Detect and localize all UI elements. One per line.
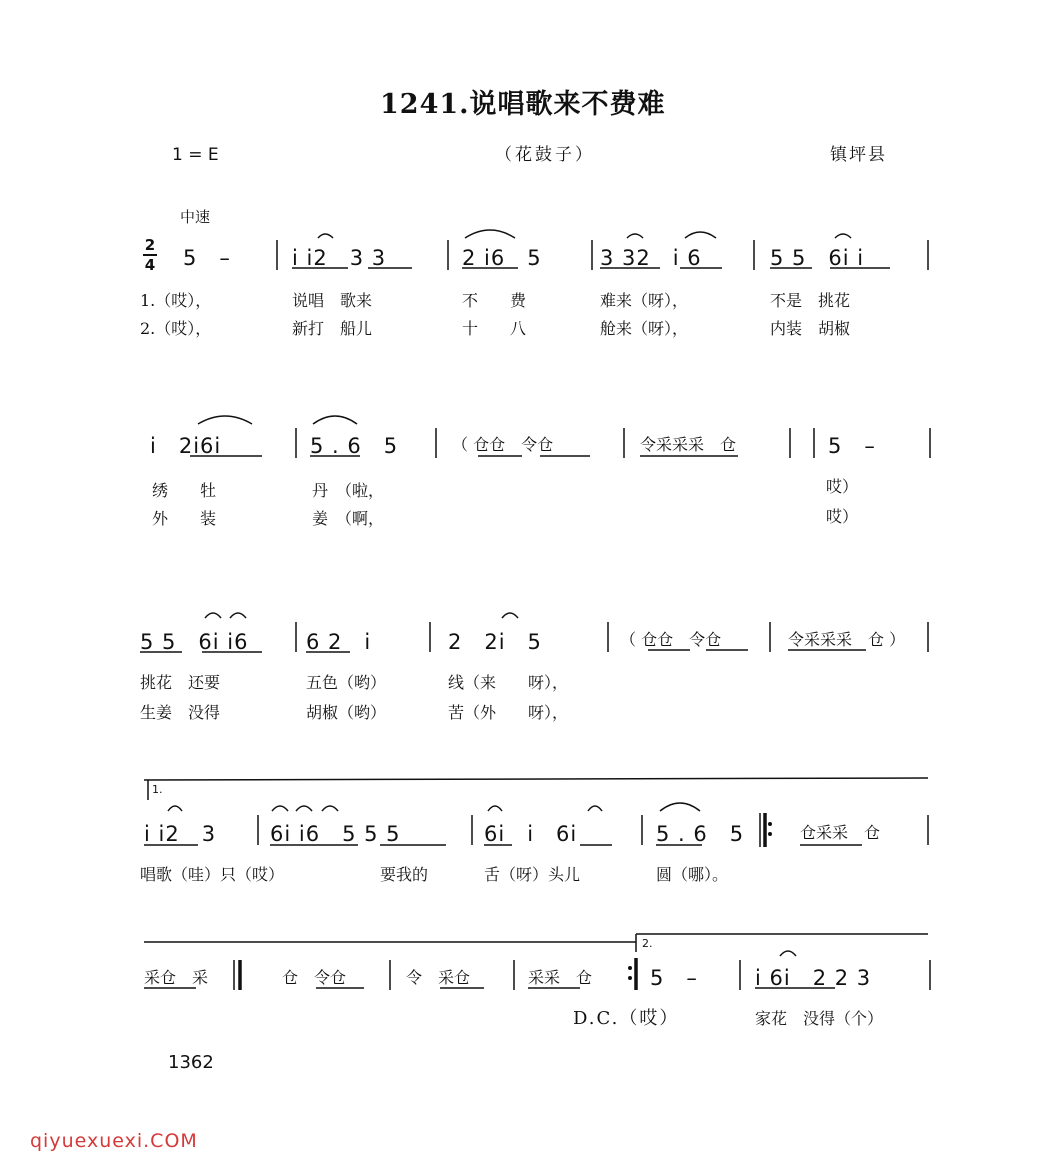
s5-measure-1: 5 –	[650, 966, 698, 990]
s4-measure-3: 6i i 6i	[484, 822, 578, 846]
tempo-marking: 中速	[180, 208, 211, 226]
volta-1-label: 1.	[152, 783, 163, 796]
s5-percussion-1: 采仓 采	[144, 968, 209, 987]
origin-county: 镇坪县	[830, 145, 887, 165]
s2-measure-rest: 5 –	[828, 434, 876, 458]
s3-measure-3: 2 2i 5	[448, 630, 542, 654]
s1-measure-3: 2 i6 5	[462, 246, 542, 270]
s1-lyric2-2: 新打 船儿	[292, 319, 373, 338]
time-signature-top: 2	[144, 236, 156, 254]
s4-lyric-2: 要我的	[380, 865, 429, 884]
s1-measure-2: i i2 3 3	[292, 246, 387, 270]
s2-measure-2: 5 . 6 5	[310, 434, 399, 458]
volta-2-label: 2.	[642, 937, 653, 950]
s4-measure-4: 5 . 6 5	[656, 822, 745, 846]
s5-percussion-4: 采采 仓	[528, 968, 593, 987]
s2-lyric2-1: 外 装	[152, 509, 217, 528]
s2-percussion-1: （ 仓仓 令仓	[452, 435, 554, 454]
s3-measure-2: 6 2 i	[306, 630, 372, 654]
s1-measure-4: 3 32 i 6	[600, 246, 702, 270]
s3-lyric2-2: 胡椒（哟）	[306, 703, 387, 722]
s4-lyric-3: 舌（呀）头儿	[484, 865, 581, 884]
s2-lyric2-3: 哎）	[826, 507, 859, 526]
s1-lyric1-1: 1.（哎），	[140, 291, 212, 310]
s5-lyric-1: 家花 没得（个）	[755, 1009, 884, 1028]
s3-lyric2-3: 苦（外 呀），	[448, 703, 569, 722]
s4-lyric-4: 圆（哪）。	[656, 865, 729, 884]
s4-lyric-1: 唱歌（哇）只（哎）	[140, 865, 285, 884]
s1-lyric1-5: 不是 挑花	[770, 291, 851, 310]
s1-lyric2-3: 十 八	[462, 319, 527, 338]
s2-lyric1-1: 绣 牡	[152, 481, 217, 500]
tune-name: （花鼓子）	[495, 145, 595, 165]
s3-percussion-2: 令采采采 仓 ）	[788, 630, 906, 649]
s4-measure-1: i i2 3	[144, 822, 217, 846]
s1-lyric1-4: 难来（呀），	[600, 291, 689, 310]
s1-lyric2-1: 2.（哎），	[140, 319, 212, 338]
s5-measure-2: i 6i 2 2 3	[755, 966, 872, 990]
s2-percussion-2: 令采采采 仓	[640, 435, 737, 454]
s1-measure-1: 5 –	[183, 246, 231, 270]
s1-lyric2-4: 舱来（呀），	[600, 319, 689, 338]
s1-lyric1-2: 说唱 歌来	[292, 291, 373, 310]
s1-lyric2-5: 内装 胡椒	[770, 319, 851, 338]
da-capo-marking: D.C.（哎）	[573, 1008, 680, 1029]
s3-lyric1-2: 五色（哟）	[306, 673, 387, 692]
s1-measure-5: 5 5 6i i	[770, 246, 865, 270]
s1-lyric1-3: 不 费	[462, 291, 527, 310]
site-watermark: qiyuexuexi.COM	[30, 1130, 198, 1152]
s2-lyric1-2: 丹 （啦，	[312, 481, 385, 500]
s4-measure-2: 6i i6 5 5 5	[270, 822, 401, 846]
s3-lyric1-3: 线（来 呀），	[448, 673, 569, 692]
page-number: 1362	[168, 1052, 214, 1073]
s3-percussion-1: （ 仓仓 令仓	[620, 630, 722, 649]
s2-lyric2-2: 姜 （啊，	[312, 509, 385, 528]
s3-lyric2-1: 生姜 没得	[140, 703, 221, 722]
key-signature: 1 = E	[172, 145, 219, 165]
s3-measure-1: 5 5 6i i6	[140, 630, 249, 654]
time-signature-bottom: 4	[144, 256, 156, 274]
page-title: 1241.说唱歌来不费难	[380, 89, 666, 120]
s5-percussion-3: 令 采仓	[406, 968, 471, 987]
s2-measure-1: i 2i6i	[150, 434, 222, 458]
s4-percussion-1: 仓采采 仓	[800, 823, 881, 842]
s3-lyric1-1: 挑花 还要	[140, 673, 221, 692]
s5-percussion-2: 仓 令仓	[282, 968, 347, 987]
s2-lyric1-3: 哎）	[826, 477, 859, 496]
